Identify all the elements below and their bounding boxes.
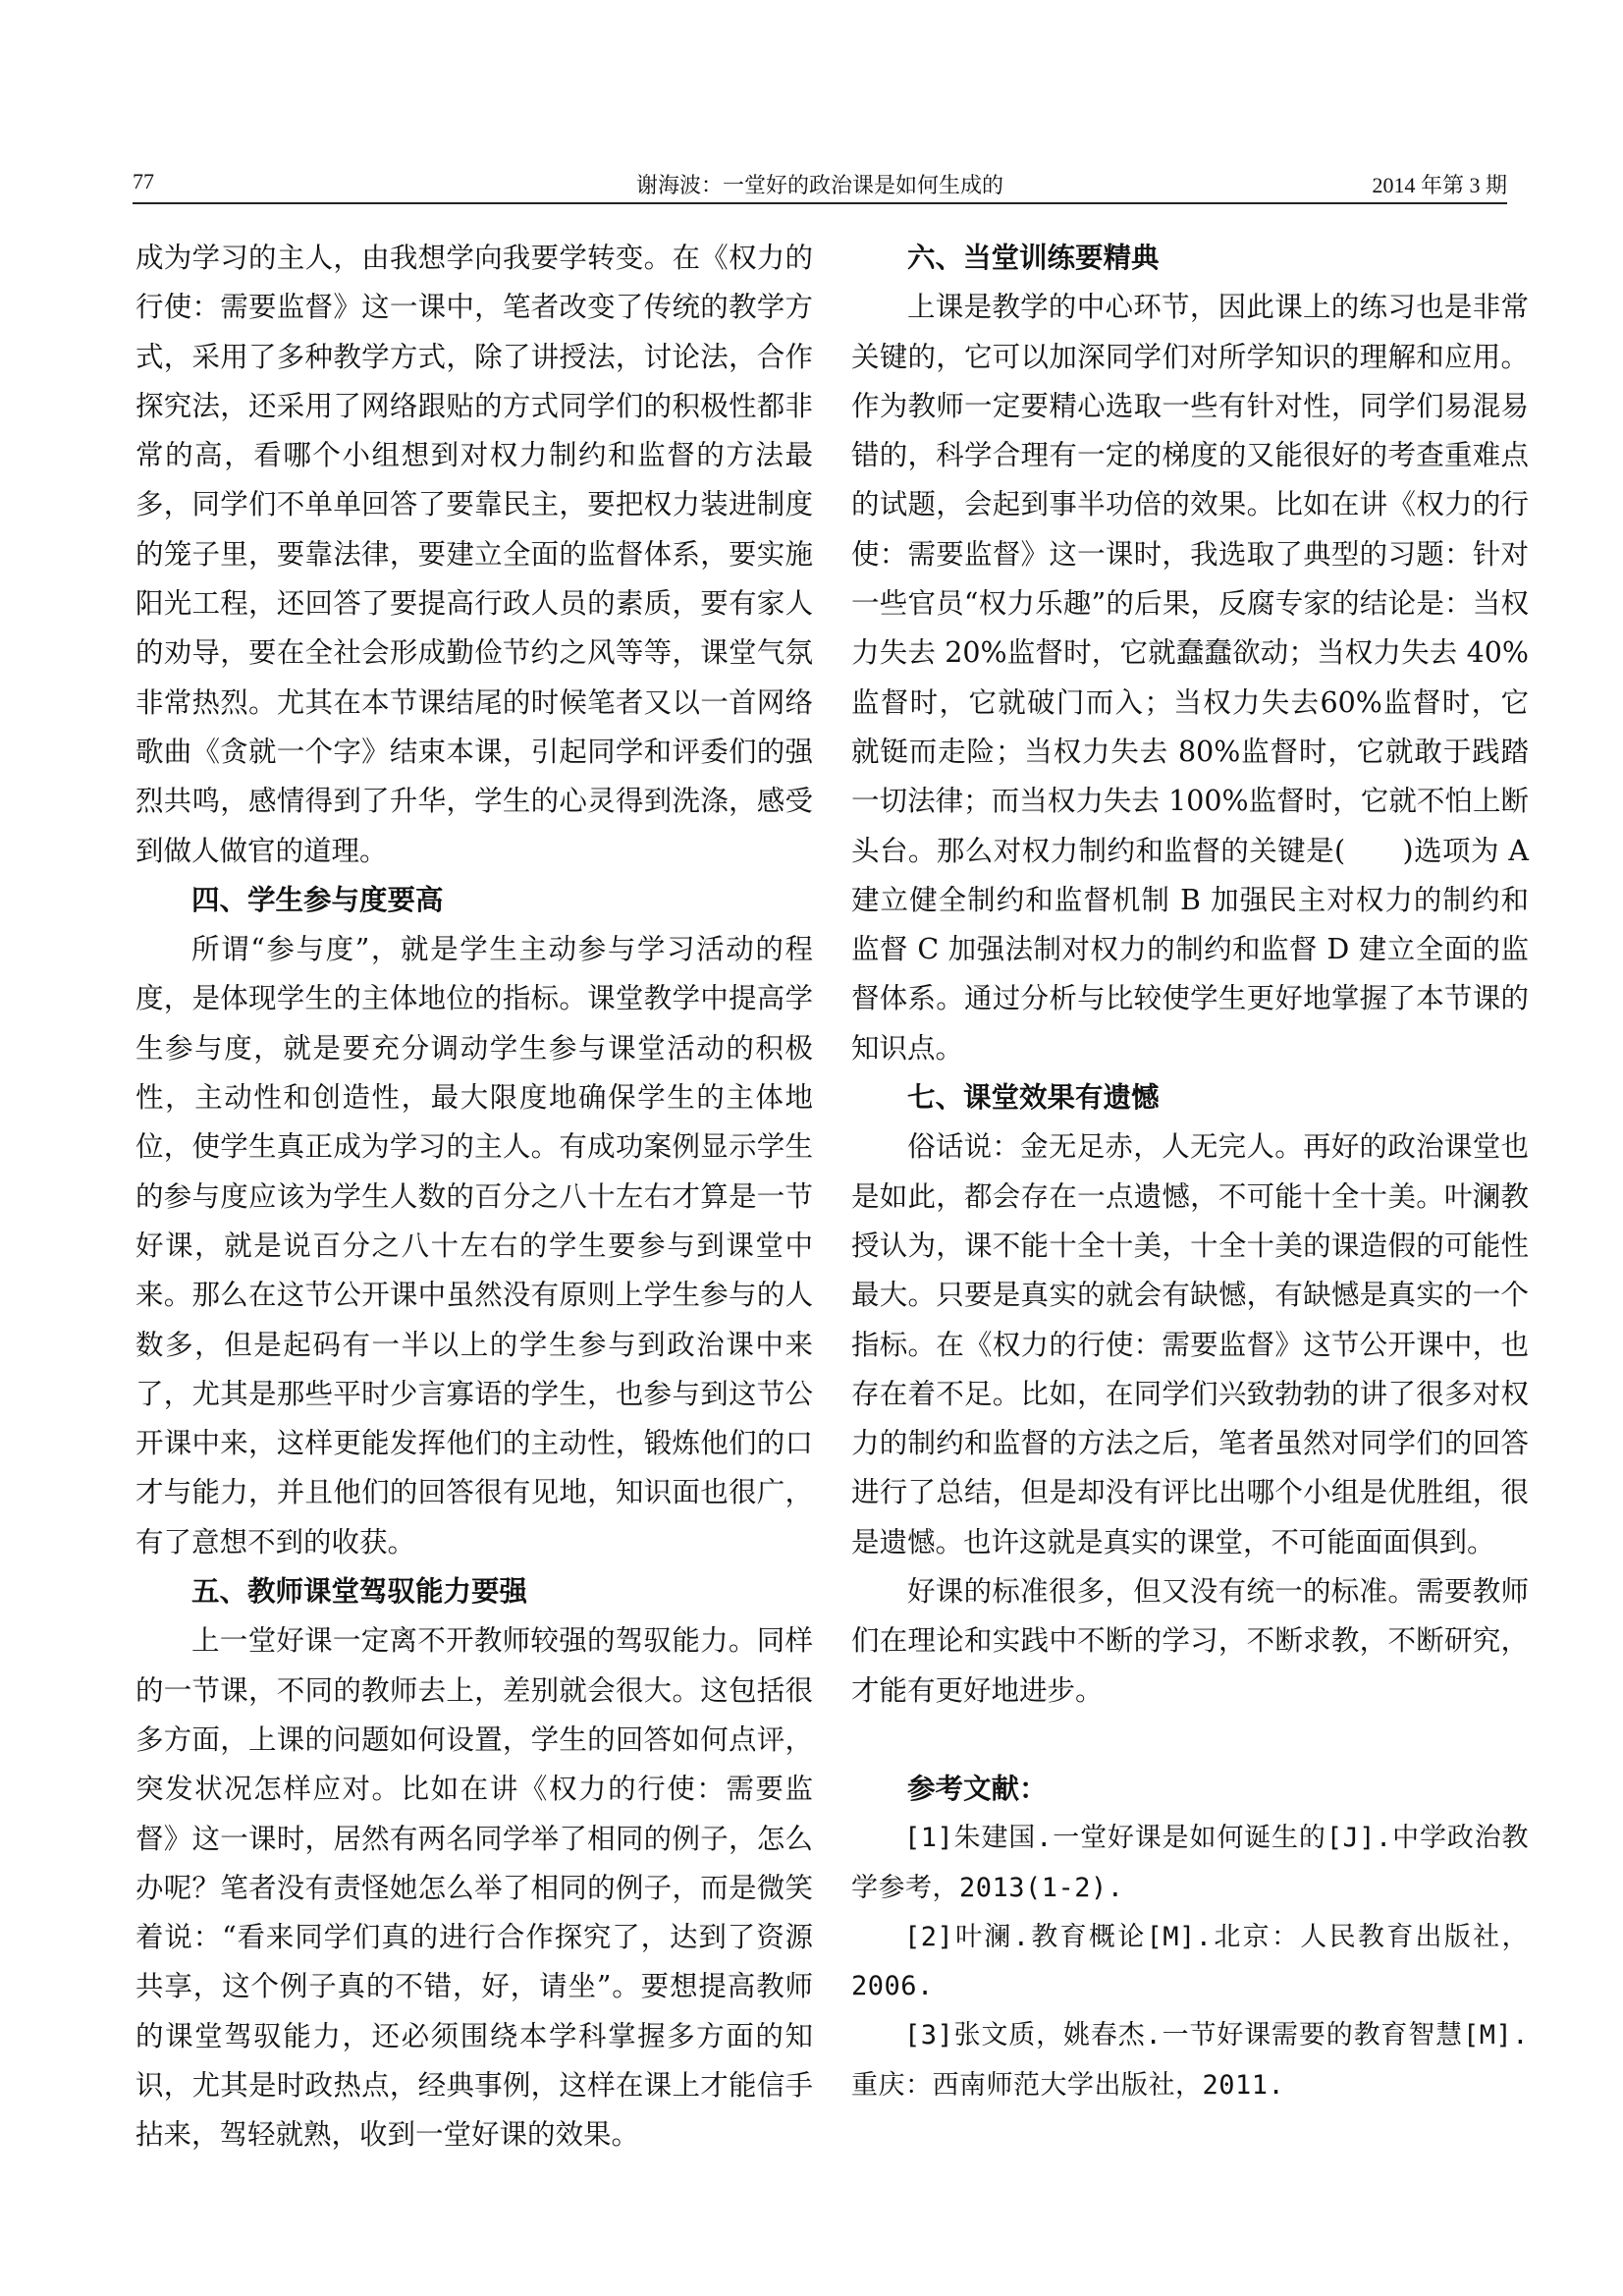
conclusion-paragraph: 好课的标准很多，但又没有统一的标准。需要教师们在理论和实践中不断的学习，不断求教，不断研究，才能有更好地进步。 [851, 1575, 1529, 1707]
left-column [135, 234, 813, 2160]
running-title: 谢海波：一堂好的政治课是如何生成的 [635, 173, 1003, 197]
section-6-paragraph: 上课是教学的中心环节，因此课上的练习也是非常关键的，它可以加深同学们对所学知识的理解和应用。作为教师一定要精心选取一些有针对性，同学们易混易错的，科学合理有一定的梯度的又能很好的考查重难点的试题，会起到事半功倍的效果。比如在讲《权力的行使：需要监督》这一课时，我选取了典型的习题：针对一些官员“权力乐趣”的后果，反腐专家的结论是：当权力失去 20%监督时，它就蠢蠢欲动；当权力失去 40%监督时，它就破门而入；当权力失去60%监督时，它就铤而走险；当权力失去 80%监督时，它就敢于践踏一切法律；而当权力失去 100%监督时，它就不怕上断头台。那么对权力制约和监督的关键是( )选项为 A 建立健全制约和监督机制 B 加强民主对权力的制约和监督 C 加强法制对权力的制约和监督 D 建立全面的监督体系。通过分析与比较使学生更好地掌握了本节课的知识点。 [851, 291, 1529, 1065]
reference-item: [1]朱建国.一堂好课是如何诞生的[J].中学政治教学参考，2013(1-2). [851, 1823, 1529, 1903]
references-heading: 参考文献： [907, 1772, 1048, 1805]
section-5-paragraph: 上一堂好课一定离不开教师较强的驾驭能力。同样的一节课，不同的教师去上，差别就会很大。这包括很多方面，上课的问题如何设置，学生的回答如何点评，突发状况怎样应对。比如在讲《权力的行使：需要监督》这一课时，居然有两名同学举了相同的例子，怎么办呢？笔者没有责怪她怎么举了相同的例子，而是微笑着说：“看来同学们真的进行合作探究了，达到了资源共享，这个例子真的不错，好，请坐”。要想提高教师的课堂驾驭能力，还必须围绕本学科掌握多方面的知识，尤其是时政热点，经典事例，这样在课上才能信手拈来，驾轻就熟，收到一堂好课的效果。 [135, 1624, 813, 2152]
page-number: 77 [133, 169, 154, 193]
section-7-heading: 七、课堂效果有遗憾 [907, 1081, 1160, 1115]
right-column [851, 234, 1529, 2110]
section-5-heading: 五、教师课堂驾驭能力要强 [191, 1575, 528, 1609]
running-header [133, 163, 1507, 204]
section-7-paragraph: 俗话说：金无足赤，人无完人。再好的政治课堂也是如此，都会存在一点遗憾，不可能十全十美。叶澜教授认为，课不能十全十美，十全十美的课造假的可能性最大。只要是真实的就会有缺憾，有缺憾是真实的一个指标。在《权力的行使：需要监督》这节公开课中，也存在着不足。比如，在同学们兴致勃勃的讲了很多对权力的制约和监督的方法之后，笔者虽然对同学们的回答进行了总结，但是却没有评比出哪个小组是优胜组，很是遗憾。也许这就是真实的课堂，不可能面面俱到。 [851, 1130, 1529, 1558]
section-4-paragraph: 所谓“参与度”，就是学生主动参与学习活动的程度，是体现学生的主体地位的指标。课堂教学中提高学生参与度，就是要充分调动学生参与课堂活动的积极性，主动性和创造性，最大限度地确保学生的主体地位，使学生真正成为学习的主人。有成功案例显示学生的参与度应该为学生人数的百分之八十左右才算是一节好课，就是说百分之八十左右的学生要参与到课堂中来。那么在这节公开课中虽然没有原则上学生参与的人数多，但是起码有一半以上的学生参与到政治课中来了，尤其是那些平时少言寡语的学生，也参与到这节公开课中来，这样更能发挥他们的主动性，锻炼他们的口才与能力，并且他们的回答很有见地，知识面也很广，有了意想不到的收获。 [135, 933, 813, 1558]
section-6-heading: 六、当堂训练要精典 [907, 242, 1160, 274]
reference-item: [2]叶澜.教育概论[M].北京：人民教育出版社，2006. [851, 1921, 1529, 2002]
intro-paragraph: 成为学习的主人，由我想学向我要学转变。在《权力的行使：需要监督》这一课中，笔者改变了传统的教学方式，采用了多种教学方式，除了讲授法，讨论法，合作探究法，还采用了网络跟贴的方式同学们的积极性都非常的高，看哪个小组想到对权力制约和监督的方法最多，同学们不单单回答了要靠民主，要把权力装进制度的笼子里，要靠法律，要建立全面的监督体系，要实施阳光工程，还回答了要提高行政人员的素质，要有家人的劝导，要在全社会形成勤俭节约之风等等，课堂气氛非常热烈。尤其在本节课结尾的时候笔者又以一首网络歌曲《贪就一个字》结束本课，引起同学和评委们的强烈共鸣，感情得到了升华，学生的心灵得到洗涤，感受到做人做官的道理。 [135, 242, 813, 867]
reference-item: [3]张文质，姚春杰.一节好课需要的教育智慧[M].重庆：西南师范大学出版社，2011. [851, 2020, 1529, 2101]
section-4-heading: 四、学生参与度要高 [191, 883, 444, 916]
issue-label: 2014 年第 3 期 [1372, 173, 1507, 197]
